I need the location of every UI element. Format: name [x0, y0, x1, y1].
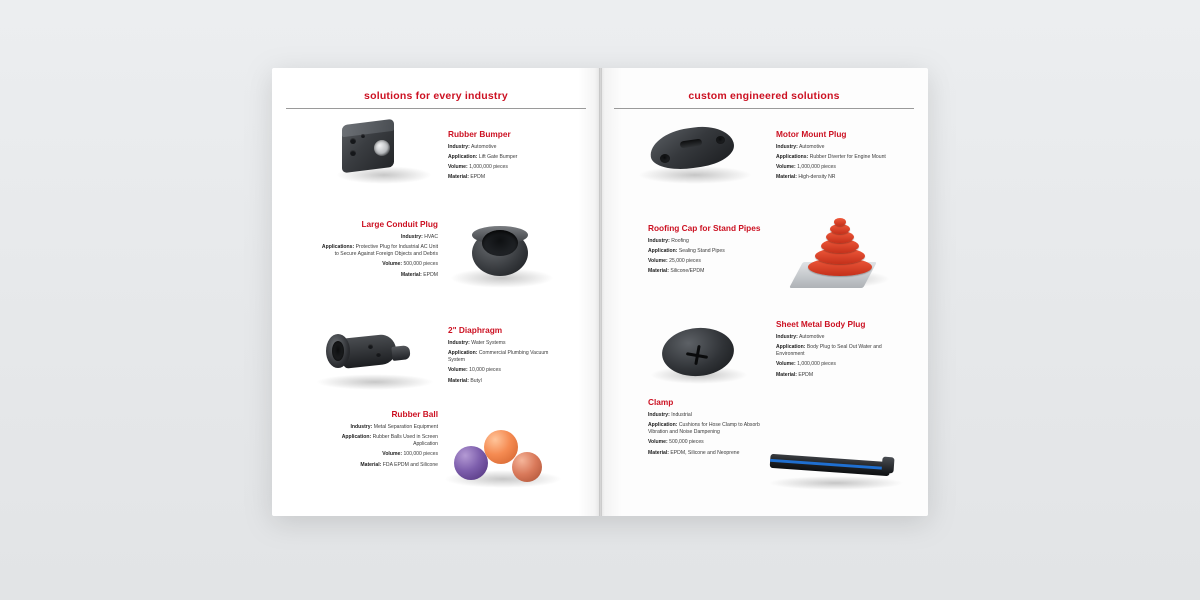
material-label: Material: — [648, 267, 669, 274]
product-name: Clamp — [648, 397, 674, 407]
product-industry — [320, 424, 438, 432]
industry-value: Automotive — [798, 333, 825, 340]
application-label: Application: — [648, 247, 678, 254]
volume-value: 1,000,000 pieces — [797, 163, 836, 170]
product-application — [320, 244, 438, 259]
right-page-title: custom engineered solutions — [688, 90, 840, 102]
clamp-text — [648, 398, 766, 460]
roofing-cap-image — [782, 208, 902, 298]
product-volume — [776, 164, 894, 172]
material-label: Material: — [448, 173, 469, 180]
material-value: EPDM — [798, 371, 814, 378]
product-application — [648, 248, 766, 256]
application-label: Applications: — [776, 153, 809, 160]
volume-value: 10,000 pieces — [469, 367, 501, 374]
motor-mount-hole-right — [716, 136, 725, 144]
motor-mount-plug-image — [634, 116, 762, 188]
product-industry — [320, 234, 438, 242]
material-value: EPDM — [470, 173, 486, 180]
motor-mount-hole-left — [660, 154, 670, 163]
diaphragm-shadow — [316, 374, 434, 390]
material-label: Material: — [776, 371, 797, 378]
left-page-header — [286, 90, 586, 109]
volume-value: 1,000,000 pieces — [797, 361, 836, 368]
industry-value: Roofing — [671, 237, 689, 244]
application-label: Application: — [448, 349, 478, 356]
bumper-bore — [374, 140, 390, 156]
clamp-end-cap — [881, 457, 894, 474]
product-volume — [776, 361, 894, 369]
sheet-metal-body-plug-image — [646, 314, 756, 388]
bumper-hole-small-3 — [361, 134, 365, 138]
product-industry — [448, 340, 566, 348]
volume-label: Volume: — [648, 439, 668, 446]
right-page-header — [614, 90, 914, 109]
material-label: Material: — [776, 173, 797, 180]
material-label: Material: — [360, 461, 382, 468]
diaphragm-bore — [332, 341, 344, 361]
rubber-ball-text — [320, 410, 438, 472]
material-value: EPDM — [423, 271, 438, 278]
product-volume — [448, 164, 566, 172]
industry-value: Industrial — [671, 411, 692, 418]
product-name: Sheet Metal Body Plug — [776, 319, 866, 329]
left-header-rule — [286, 108, 586, 109]
industry-label: Industry: — [448, 143, 470, 150]
product-material — [776, 372, 894, 380]
product-application — [776, 154, 894, 162]
industry-label: Industry: — [776, 333, 798, 340]
product-volume — [648, 258, 766, 266]
large-conduit-plug-text — [320, 220, 438, 282]
volume-value: 500,000 pieces — [669, 439, 704, 446]
material-value: EPDM, Silicone and Neoprene — [670, 449, 740, 456]
clamp-image — [762, 450, 912, 496]
application-value: Lift Gate Bumper — [478, 153, 518, 160]
right-header-rule — [614, 108, 914, 109]
product-volume — [448, 367, 566, 375]
brochure-right-page — [600, 68, 928, 516]
diaphragm-stud-2 — [376, 352, 381, 357]
application-value: Protective Plug for Industrial AC Unit to Secure Against Foreign Objects and Debris — [334, 243, 438, 258]
application-value: Commercial Plumbing Vacuum System — [448, 349, 549, 364]
volume-value: 100,000 pieces — [403, 451, 438, 458]
product-name: Rubber Bumper — [448, 129, 511, 139]
volume-value: 500,000 pieces — [403, 261, 438, 268]
application-value: Cushions for Hose Clamp to Absorb Vibration and Noise Dampening — [648, 421, 760, 436]
material-value: Silicone/EPDM — [670, 267, 705, 274]
brochure-spread — [272, 68, 928, 516]
roofing-cap-tip — [834, 218, 846, 226]
industry-label: Industry: — [401, 233, 423, 240]
application-value: Body Plug to Seal Out Water and Environment — [776, 343, 882, 358]
application-value: Rubber Balls Used in Screen Application — [372, 433, 438, 448]
product-industry — [648, 412, 766, 420]
rubber-ball-image — [440, 404, 570, 496]
application-label: Application: — [448, 153, 478, 160]
volume-label: Volume: — [776, 163, 796, 170]
material-label: Material: — [648, 449, 669, 456]
industry-value: HVAC — [424, 233, 438, 240]
product-application — [648, 422, 766, 437]
volume-label: Volume: — [648, 257, 668, 264]
product-material — [320, 462, 438, 470]
industry-label: Industry: — [648, 237, 670, 244]
product-material — [648, 268, 766, 276]
rubber-bumper-text — [448, 130, 566, 184]
clamp-shadow — [768, 476, 904, 490]
volume-value: 1,000,000 pieces — [469, 163, 508, 170]
product-volume — [648, 439, 766, 447]
product-material — [320, 272, 438, 280]
bumper-hole-small-1 — [350, 138, 356, 144]
product-application — [448, 154, 566, 162]
material-value: FDA EPDM and Silicone — [382, 461, 438, 468]
industry-value: Automotive — [798, 143, 825, 150]
industry-value: Water Systems — [471, 339, 506, 346]
product-industry — [648, 238, 766, 246]
industry-value: Automotive — [470, 143, 497, 150]
industry-label: Industry: — [776, 143, 798, 150]
product-name: Roofing Cap for Stand Pipes — [648, 223, 761, 233]
product-name: 2" Diaphragm — [448, 325, 503, 335]
application-label: Application: — [776, 343, 806, 350]
product-application — [448, 350, 566, 365]
product-industry — [448, 144, 566, 152]
material-label: Material: — [448, 377, 469, 384]
roofing-cap-text — [648, 224, 766, 278]
sheet-metal-body-plug-text — [776, 320, 894, 382]
large-conduit-plug-image — [450, 216, 560, 296]
conduit-bore — [482, 230, 518, 256]
diaphragm-stem — [391, 345, 410, 361]
product-material — [648, 450, 766, 458]
industry-value: Metal Separation Equipment — [373, 423, 438, 430]
application-label: Application: — [648, 421, 678, 428]
volume-label: Volume: — [382, 451, 403, 458]
product-material — [448, 378, 566, 386]
industry-label: Industry: — [648, 411, 670, 418]
product-material — [448, 174, 566, 182]
rubber-bumper-image — [330, 116, 440, 186]
product-volume — [320, 451, 438, 459]
industry-label: Industry: — [350, 423, 373, 430]
volume-label: Volume: — [382, 261, 403, 268]
application-label: Applications: — [321, 243, 355, 250]
material-value: Butyl — [470, 377, 482, 384]
diaphragm-image — [312, 318, 442, 394]
bumper-hole-small-2 — [350, 150, 356, 156]
product-name: Rubber Ball — [391, 409, 438, 419]
application-value: Rubber Diverter for Engine Mount — [809, 153, 886, 160]
volume-label: Volume: — [448, 367, 468, 374]
volume-label: Volume: — [776, 361, 796, 368]
application-label: Application: — [341, 433, 372, 440]
product-industry — [776, 144, 894, 152]
left-page-title: solutions for every industry — [364, 90, 508, 102]
rubber-ball-purple — [454, 446, 488, 480]
product-name: Large Conduit Plug — [361, 219, 438, 229]
product-material — [776, 174, 894, 182]
diaphragm-text — [448, 326, 566, 388]
product-application — [320, 434, 438, 449]
brochure-left-page — [272, 68, 600, 516]
volume-value: 25,000 pieces — [669, 257, 701, 264]
material-value: High-density NR — [798, 173, 836, 180]
material-label: Material: — [400, 271, 422, 278]
volume-label: Volume: — [448, 163, 468, 170]
motor-mount-body — [648, 122, 737, 173]
product-volume — [320, 261, 438, 269]
industry-label: Industry: — [448, 339, 470, 346]
application-value: Sealing Stand Pipes — [678, 247, 725, 254]
rubber-ball-orange-small — [512, 452, 542, 482]
product-application — [776, 344, 894, 359]
motor-mount-plug-text — [776, 130, 894, 184]
motor-mount-shadow — [638, 166, 752, 184]
product-industry — [776, 334, 894, 342]
diaphragm-stud-1 — [368, 344, 373, 349]
product-name: Motor Mount Plug — [776, 129, 847, 139]
